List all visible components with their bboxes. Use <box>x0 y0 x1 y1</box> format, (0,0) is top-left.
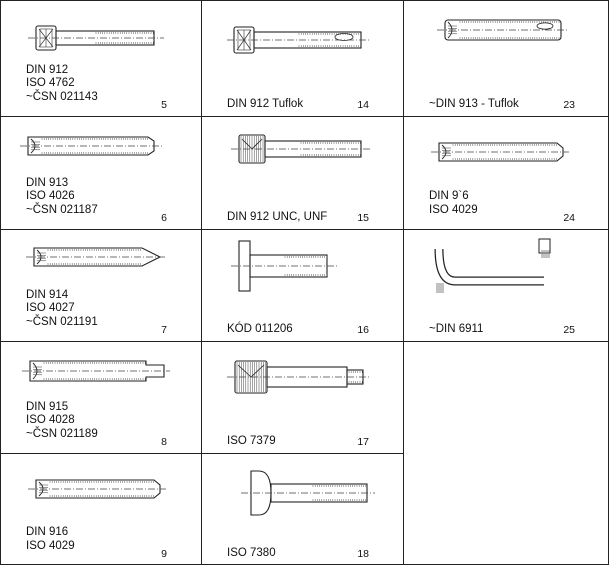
designation-line: DIN 9`6 <box>429 190 469 202</box>
designation-line: DIN 915 <box>26 400 69 413</box>
designation-line: DIN 912 <box>26 63 69 76</box>
catalog-cell-18 <box>201 453 403 565</box>
standard-designations <box>429 98 519 112</box>
designation-line: ISO 7380 <box>227 547 276 559</box>
standard-designations <box>26 177 98 218</box>
item-number: 24 <box>563 212 575 224</box>
item-number: 5 <box>161 99 167 111</box>
designation-line: ISO 4027 <box>26 302 75 314</box>
catalog-cell-9 <box>0 453 201 565</box>
designation-line: ISO 4762 <box>26 77 75 89</box>
designation-line: ISO 4026 <box>26 190 75 202</box>
catalog-cell-24 <box>403 116 609 229</box>
designation-line: ~ČSN 021143 <box>26 90 98 103</box>
catalog-cell-empty-14 <box>403 453 609 565</box>
standard-designations <box>429 323 483 337</box>
standard-designations <box>227 98 303 112</box>
catalog-cell-23 <box>403 0 609 116</box>
standard-designations <box>429 190 478 217</box>
empty-drawing <box>403 341 609 453</box>
empty-drawing <box>403 453 609 565</box>
designation-line: ~ČSN 021187 <box>26 203 98 216</box>
standard-designations <box>227 547 276 561</box>
standard-designations <box>227 323 293 337</box>
catalog-cell-14 <box>201 0 403 116</box>
designation-line: DIN 916 <box>26 526 69 538</box>
designation-line: ISO 7379 <box>227 435 276 447</box>
item-number: 6 <box>161 212 167 224</box>
item-number: 7 <box>161 324 167 336</box>
item-number: 14 <box>357 99 369 111</box>
catalog-cell-5 <box>0 0 201 116</box>
item-number: 23 <box>563 99 575 111</box>
item-number: 17 <box>357 436 369 448</box>
designation-line: ~DIN 6911 <box>429 323 484 335</box>
standard-designations <box>26 64 98 105</box>
catalog-cell-7 <box>0 229 201 341</box>
standard-designations <box>227 435 276 449</box>
catalog-cell-15 <box>201 116 403 229</box>
designation-line: DIN 913 <box>26 176 69 189</box>
catalog-cell-16 <box>201 229 403 341</box>
designation-line: KÓD 011206 <box>227 323 293 335</box>
catalog-cell-empty-11 <box>403 341 609 453</box>
standard-designations <box>26 401 98 442</box>
designation-line: DIN 912 Tuflok <box>227 98 304 110</box>
standard-designations <box>26 289 98 330</box>
designation-line: ~DIN 913 - Tuflok <box>429 98 519 110</box>
item-number: 15 <box>357 212 369 224</box>
catalog-cell-8 <box>0 341 201 453</box>
designation-line: DIN 912 UNC, UNF <box>227 211 328 223</box>
designation-line: ISO 4028 <box>26 414 75 426</box>
catalog-cell-25 <box>403 229 609 341</box>
item-number: 8 <box>161 436 167 448</box>
catalog-cell-6 <box>0 116 201 229</box>
item-number: 18 <box>357 548 369 560</box>
standard-designations <box>26 526 75 553</box>
item-number: 16 <box>357 324 369 336</box>
designation-line: DIN 914 <box>26 288 69 301</box>
designation-line: ISO 4029 <box>26 539 75 552</box>
catalog-cell-17 <box>201 341 403 453</box>
item-number: 9 <box>161 548 167 560</box>
designation-line: ~ČSN 021191 <box>26 315 98 328</box>
designation-line: ~ČSN 021189 <box>26 427 98 440</box>
designation-line: ISO 4029 <box>429 203 478 216</box>
standard-designations <box>227 211 327 225</box>
item-number: 25 <box>563 324 575 336</box>
